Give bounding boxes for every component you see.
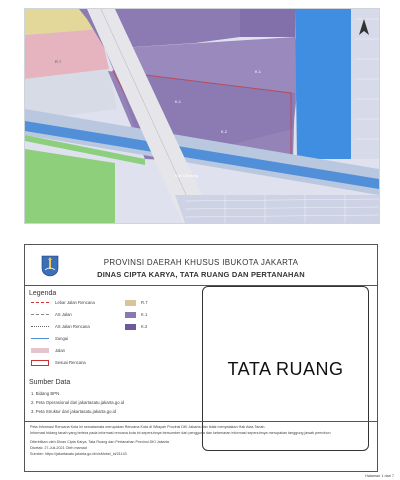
note-line: Informasi bidang tanah yang tertera pada informasi rencana kota ini sepenuhnya bersumber dari pengguna dan kebenaran informasi sepenuhnya merupakan tanggung jawab pemohon [30,431,331,435]
zone-label: K.2 [221,129,228,134]
legend-item: Sungai [55,336,69,341]
north-arrow-icon [357,19,371,37]
note-line: Peta Informasi Rencana Kota ini sematamata merupakan Rencana Kota di Wilayah Provinsi DKI Jakarta dan tidak menyatakan Hak Atas Tanah. [30,425,266,429]
legend-item: Lebar Jalan Rencana [55,300,95,305]
plan-outline-icon [31,360,49,366]
page-number: Halaman 1 dari 7 [365,474,394,478]
legend-code: K.2 [141,324,148,329]
road-swatch-icon [31,348,49,353]
header [25,245,377,286]
legend-item: Jalan [55,348,66,353]
title-box-text: TATA RUANG [227,359,344,379]
note-line: Sumber: https://jakartasatu.jakarta.go.id/visMobel_id/21143 [30,452,127,456]
road-label: Kali Ciliwung [175,173,198,178]
road-axis-line-icon [31,314,49,315]
source-item: 1. Bidang BPN [31,391,60,396]
legend-title: Legenda [29,290,57,297]
planned-axis-line-icon [31,326,49,327]
notes [25,421,377,462]
province-title: PROVINSI DAERAH KHUSUS IBUKOTA JAKARTA [103,258,299,267]
zone-label: R.7 [55,59,62,64]
r7-swatch [125,300,136,306]
zone-label: K.1 [255,69,262,74]
agency-title: DINAS CIPTA KARYA, TATA RUANG DAN PERTANAHAN [97,270,305,279]
source-item: 3. Peta Struktur dari jakartasatu.jakarta.go.id [31,409,117,414]
source-item: 2. Peta Operasional dari jakartasatu.jakarta.go.id [31,400,125,405]
note-line: Diterbitkan oleh Dinas Cipta Karya, Tata Ruang dan Pertanahan Provinsi DKI Jakarta [30,440,169,444]
map-view[interactable] [24,8,380,224]
info-panel [24,244,378,472]
river-line-icon [31,338,49,339]
k1-swatch [125,312,136,318]
legend-code: R.7 [141,300,148,305]
map-canvas [25,9,379,223]
legend-item: AS Jalan Rencana [55,324,90,329]
sources-title: Sumber Data [29,379,71,386]
legend-item: AS Jalan [55,312,72,317]
road-width-line-icon [31,302,49,303]
legend-item: Sesuai Rencana [55,360,86,365]
legend-code: K.1 [141,312,148,317]
legend [25,285,200,376]
zone-label: K.1 [175,99,182,104]
note-line: Dicetak: 27-Juli-2021 Oleh mamad [30,446,87,450]
k2-swatch [125,324,136,330]
